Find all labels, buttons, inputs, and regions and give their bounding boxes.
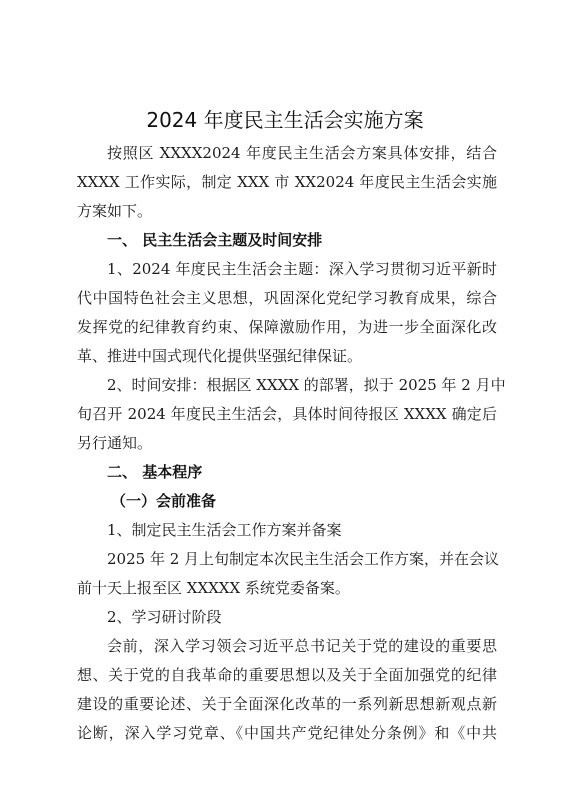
section-2-heading: 二、 基本程序: [107, 463, 203, 481]
subsection-1-item-2-line-3: 建设的重要论述、关于全面深化改革的一系列新思想新观点新: [77, 695, 497, 713]
intro-line-3: 方案如下。: [77, 202, 153, 220]
subsection-1-item-2-title: 2、学习研讨阶段: [107, 608, 222, 626]
section-1-item-1-line-2: 代中国特色社会主义思想，巩固深化党纪学习教育成果，综合: [77, 289, 497, 307]
intro-line-2: XXXX 工作实际，制定 XXX 市 XX2024 年度民主生活会实施: [77, 173, 497, 191]
section-1-item-2-line-1: 2、时间安排：根据区 XXXX 的部署，拟于 2025 年 2 月中: [107, 376, 506, 394]
subsection-1-item-2-line-2: 想、关于党的自我革命的重要思想以及关于全面加强党的纪律: [77, 666, 497, 684]
subsection-1-item-2-line-1: 会前，深入学习领会习近平总书记关于党的建设的重要思: [107, 637, 497, 655]
document-title: 2024 年度民主生活会实施方案: [146, 108, 424, 132]
section-1-item-1-line-4: 革、推进中国式现代化提供坚强纪律保证。: [77, 347, 363, 365]
intro-line-1: 按照区 XXXX2024 年度民主生活会方案具体安排，结合: [107, 144, 497, 162]
section-1-item-2-line-2: 旬召开 2024 年度民主生活会，具体时间待报区 XXXX 确定后: [77, 405, 497, 423]
subsection-1-item-2-line-4: 论断，深入学习党章、《中国共产党纪律处分条例》和《中共: [77, 724, 497, 742]
subsection-1-item-1-line-2: 前十天上报至区 XXXXX 系统党委备案。: [77, 579, 350, 597]
subsection-1-heading: （一）会前准备: [111, 492, 217, 510]
section-1-item-1-line-3: 发挥党的纪律教育约束、保障激励作用，为进一步全面深化改: [77, 318, 497, 336]
subsection-1-item-1-line-1: 2025 年 2 月上旬制定本次民主生活会工作方案，并在会议: [107, 550, 500, 568]
section-1-item-2-line-3: 另行通知。: [77, 434, 153, 452]
section-1-heading: 一、 民主生活会主题及时间安排: [107, 231, 323, 249]
section-1-item-1-line-1: 1、2024 年度民主生活会主题：深入学习贯彻习近平新时: [107, 260, 497, 278]
subsection-1-item-1-title: 1、制定民主生活会工作方案并备案: [107, 521, 342, 539]
